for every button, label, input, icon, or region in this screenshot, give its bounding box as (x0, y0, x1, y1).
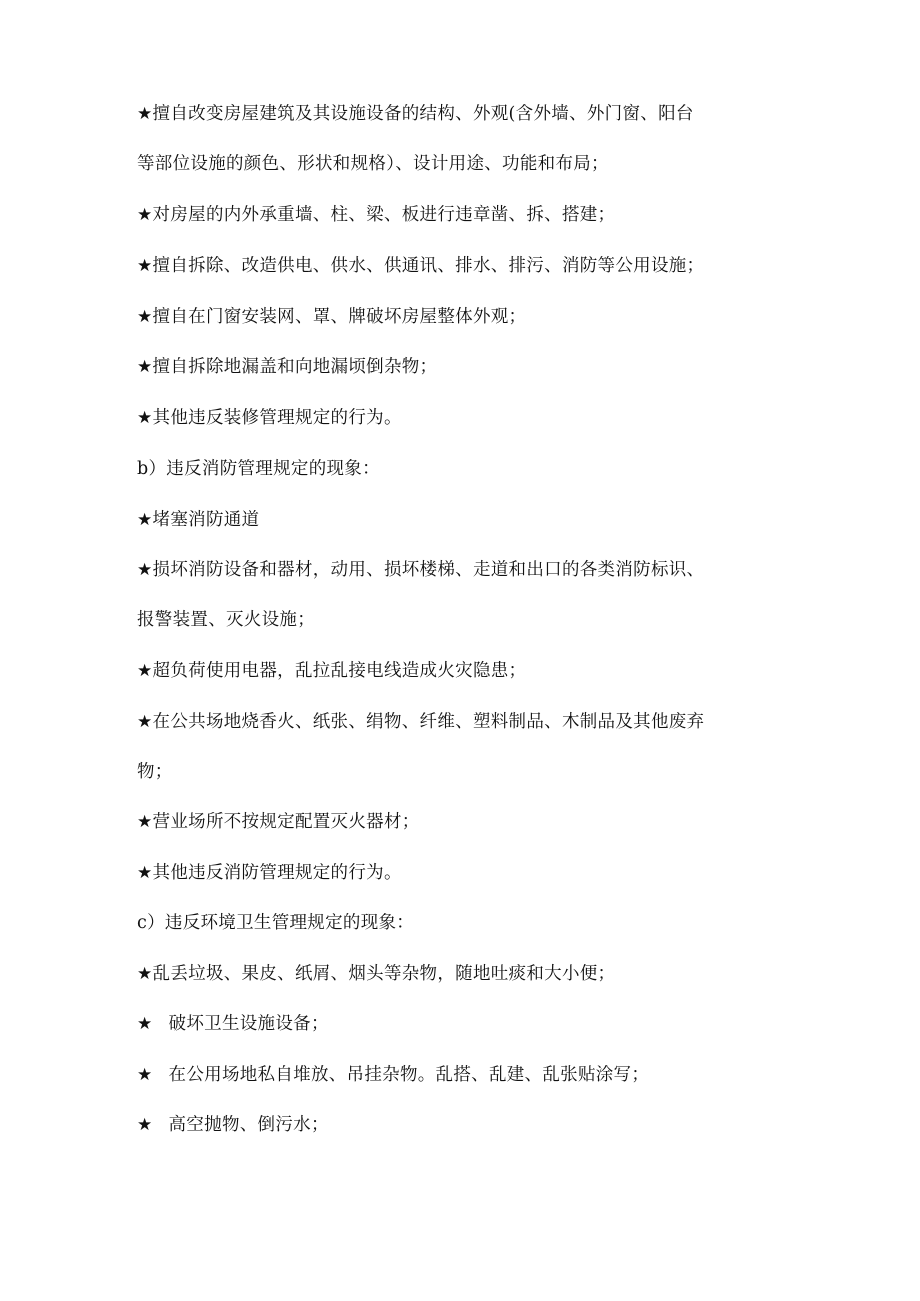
line-text: 在公用场地私自堆放、吊挂杂物。乱搭、乱建、乱张贴涂写； (168, 1065, 650, 1085)
text-line (137, 1063, 757, 1087)
section-heading (137, 457, 757, 481)
line-text: 擅自在门窗安装网、罩、牌破坏房屋整体外观； (152, 307, 527, 327)
text-line (137, 152, 757, 176)
star-icon: ★ (137, 812, 153, 832)
text-line (137, 254, 757, 278)
text-line (137, 710, 757, 734)
line-text: 擅自改变房屋建筑及其设施设备的结构、外观(含外墙、外门窗、阳台 (152, 104, 694, 124)
line-text: 等部位设施的颜色、形状和规格）、设计用途、功能和布局； (137, 154, 609, 174)
text-line (137, 1113, 757, 1137)
text-line (137, 305, 757, 329)
line-text: 在公共场地烧香火、纸张、绢物、纤维、塑料制品、木制品及其他废弃 (152, 712, 705, 732)
line-text: 乱丢垃圾、果皮、纸屑、烟头等杂物，随地吐痰和大小便； (152, 964, 616, 984)
text-line (137, 1012, 757, 1036)
section-heading (137, 911, 757, 935)
star-icon: ★ (137, 307, 153, 327)
line-text: 报警装置、灭火设施； (137, 610, 315, 630)
line-text: b）违反消防管理规定的现象： (137, 459, 380, 479)
star-icon: ★ (137, 560, 153, 580)
line-text: 超负荷使用电器，乱拉乱接电线造成火灾隐患； (152, 661, 527, 681)
text-line (137, 355, 757, 379)
line-text: c）违反环境卫生管理规定的现象： (137, 913, 415, 933)
text-line (137, 861, 757, 885)
star-icon: ★ (137, 205, 153, 225)
text-line (137, 608, 757, 632)
star-icon: ★ (137, 510, 153, 530)
star-icon: ★ (137, 1014, 153, 1034)
text-line (137, 659, 757, 683)
line-text: 堵塞消防通道 (152, 510, 260, 530)
line-text: 营业场所不按规定配置灭火器材； (152, 812, 420, 832)
line-text: 擅自拆除地漏盖和向地漏顷倒杂物； (152, 357, 438, 377)
text-line (137, 760, 757, 784)
star-icon: ★ (137, 661, 153, 681)
line-text: 损坏消防设备和器材，动用、损坏楼梯、走道和出口的各类消防标识、 (152, 560, 705, 580)
text-line (137, 102, 757, 126)
star-icon: ★ (137, 1065, 153, 1085)
star-icon: ★ (137, 104, 153, 124)
line-text: 物； (137, 762, 173, 782)
star-icon: ★ (137, 863, 153, 883)
text-line (137, 962, 757, 986)
line-text: 擅自拆除、改造供电、供水、供通讯、排水、排污、消防等公用设施； (152, 256, 705, 276)
line-text: 高空抛物、倒污水； (168, 1115, 329, 1135)
star-icon: ★ (137, 964, 153, 984)
text-line (137, 558, 757, 582)
text-line (137, 203, 757, 227)
line-text: 破坏卫生设施设备； (168, 1014, 329, 1034)
star-icon: ★ (137, 1115, 153, 1135)
star-icon: ★ (137, 256, 153, 276)
star-icon: ★ (137, 357, 153, 377)
text-line (137, 810, 757, 834)
star-icon: ★ (137, 712, 153, 732)
text-line (137, 508, 757, 532)
line-text: 其他违反消防管理规定的行为。 (152, 863, 402, 883)
line-text: 对房屋的内外承重墙、柱、梁、板进行违章凿、拆、搭建； (152, 205, 616, 225)
line-text: 其他违反装修管理规定的行为。 (152, 408, 402, 428)
star-icon: ★ (137, 408, 153, 428)
text-line (137, 406, 757, 430)
